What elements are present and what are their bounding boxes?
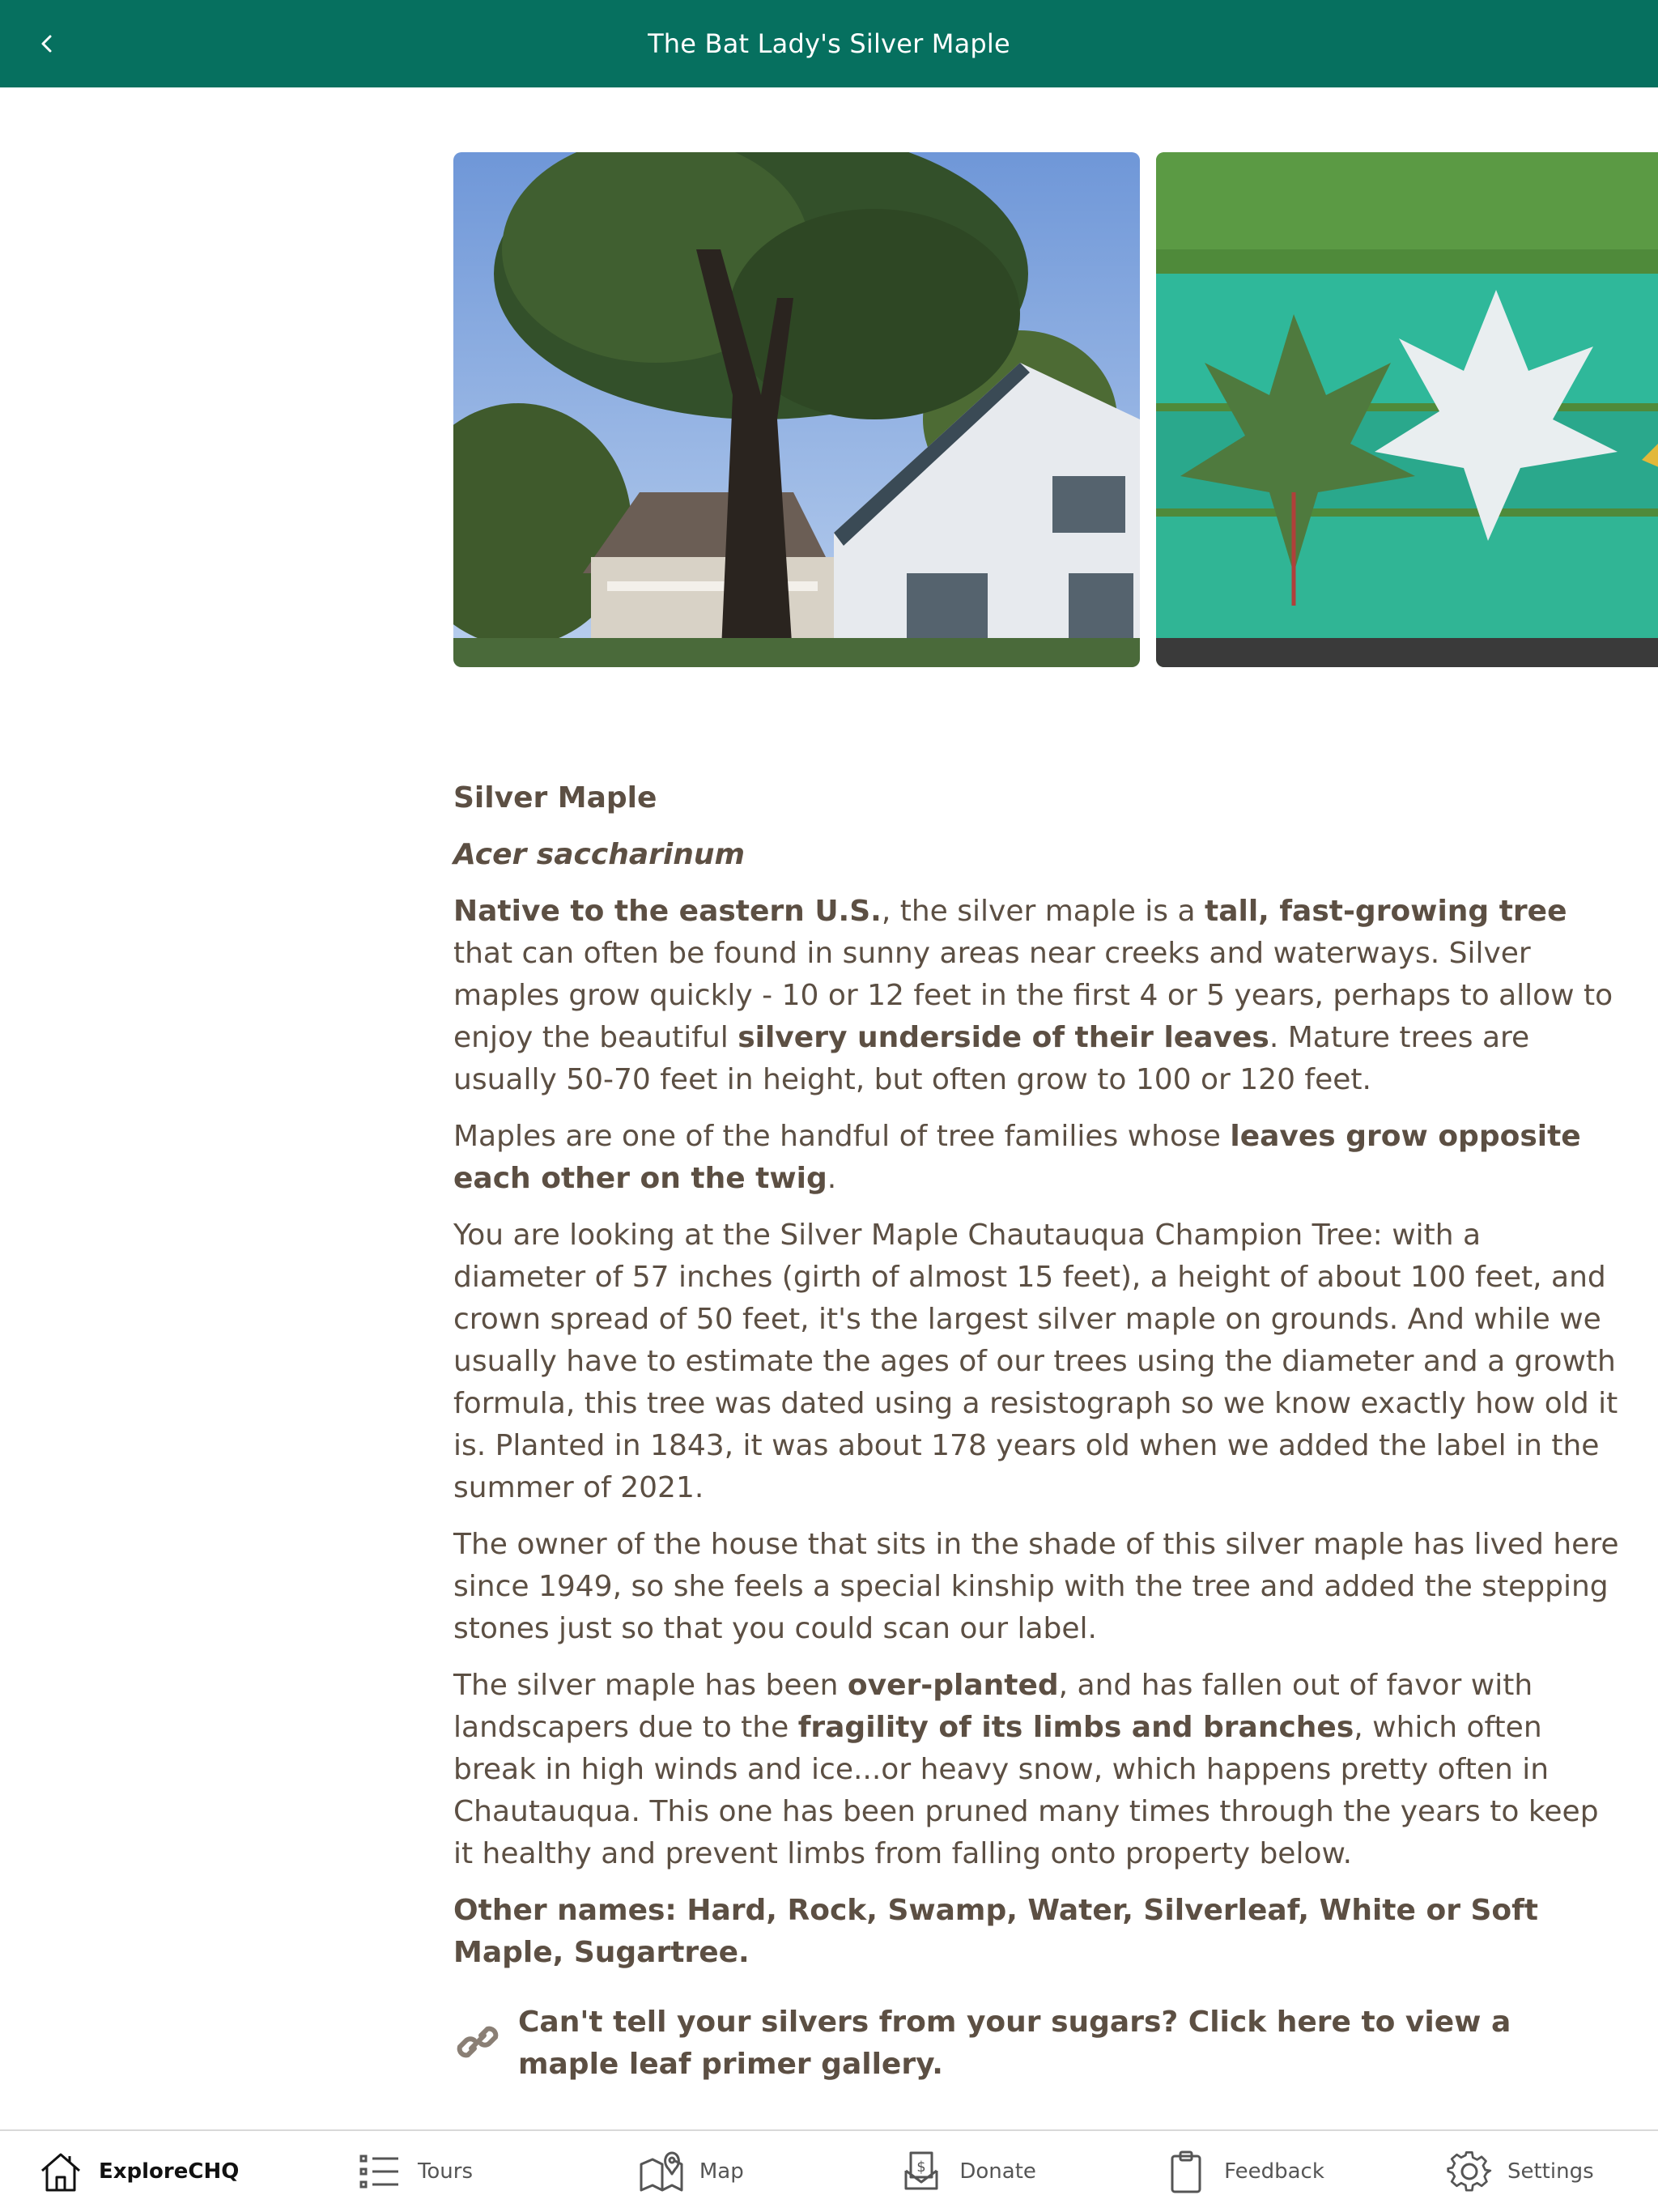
bottom-tab-bar [0, 2129, 1658, 2212]
text: , which often break in high winds and ice...or heavy snow, which happens pretty often in Chautauqua. This one has been pruned many times through the years to keep it healthy and prevent limbs from falling onto property below. [453, 1711, 1599, 1870]
text: The silver maple has been [453, 1669, 848, 1702]
maple-primer-link-text[interactable]: Can't tell your silvers from your sugars? Click here to view a maple leaf primer gallery. [518, 2006, 1511, 2081]
donate-icon [898, 2148, 945, 2195]
species-heading: Silver Maple [453, 781, 657, 815]
maple-leaves-on-bench-photo[interactable] [1156, 152, 1658, 667]
home-icon [37, 2148, 84, 2195]
bold-text: silvery underside of their leaves [738, 1021, 1269, 1054]
other-names: Other names: Hard, Rock, Swamp, Water, Silverleaf, White or Soft Maple, Sugartree. [453, 1894, 1539, 1969]
tab-label: Tours [417, 2159, 474, 2184]
top-app-bar [0, 0, 1658, 87]
tab-label: ExploreCHQ [99, 2159, 240, 2184]
latin-name: Acer saccharinum [453, 838, 745, 871]
list-icon [356, 2148, 403, 2195]
tab-map[interactable] [553, 2131, 829, 2212]
tab-label: Map [699, 2159, 744, 2184]
bold-text: leaves grow opposite each other on the twig [453, 1120, 1581, 1195]
paragraph-owner: The owner of the house that sits in the shade of this silver maple has lived here since 1949, so she feels a special kinship with the tree and added the stepping stones just so that you could scan our label. [453, 1528, 1619, 1645]
tab-label: Settings [1507, 2159, 1594, 2184]
text: . Mature trees are usually 50-70 feet in height, but often grow to 100 or 120 feet. [453, 1021, 1530, 1096]
paragraph-champion-tree: You are looking at the Silver Maple Chautauqua Champion Tree: with a diameter of 57 inches (girth of almost 15 feet), a height of about 100 feet, and crown spread of 50 feet, it's the largest silver maple on grounds. And while we usually have to estimate the ages of our trees using the diameter and a growth formula, this tree was dated using a resistograph so we know exactly how old it is. Planted in 1843, it was about 178 years old when we added the label in the summer of 2021. [453, 1219, 1618, 1504]
tab-feedback[interactable] [1105, 2131, 1381, 2212]
paragraph-opposite-leaves [453, 1116, 1619, 1200]
text: , the silver maple is a [881, 895, 1205, 928]
tab-tours[interactable] [276, 2131, 552, 2212]
link-icon [453, 2018, 502, 2066]
text: that can often be found in sunny areas near creeks and waterways. Silver maples grow quickly - 10 or 12 feet in the first 4 or 5 years, perhaps to allow to enjoy the beautiful [453, 937, 1613, 1054]
photo-gallery[interactable] [453, 152, 1658, 667]
tab-settings[interactable] [1382, 2131, 1658, 2212]
paragraph-over-planted [453, 1665, 1619, 1875]
clipboard-icon [1163, 2148, 1209, 2195]
map-icon [638, 2148, 685, 2195]
gear-icon [1446, 2148, 1493, 2195]
page-title: The Bat Lady's Silver Maple [648, 28, 1010, 59]
article-body [453, 777, 1619, 1989]
bold-text: fragility of its limbs and branches [797, 1711, 1354, 1744]
svg-text:$: $ [916, 2159, 927, 2176]
tab-explorechq[interactable] [0, 2131, 276, 2212]
maple-primer-link[interactable] [453, 2001, 1619, 2086]
tab-donate[interactable] [829, 2131, 1105, 2212]
tab-label: Feedback [1224, 2159, 1324, 2184]
bold-text: tall, fast-growing tree [1205, 895, 1567, 928]
text: . [827, 1162, 837, 1195]
bold-text: Native to the eastern U.S. [453, 895, 882, 928]
text: , and has fallen out of favor with landscapers due to the [453, 1669, 1533, 1744]
tab-label: Donate [959, 2159, 1036, 2184]
tree-and-house-photo[interactable] [453, 152, 1140, 667]
paragraph-native [453, 891, 1619, 1101]
text: Maples are one of the handful of tree families whose [453, 1120, 1231, 1153]
bold-text: over-planted [847, 1669, 1059, 1702]
